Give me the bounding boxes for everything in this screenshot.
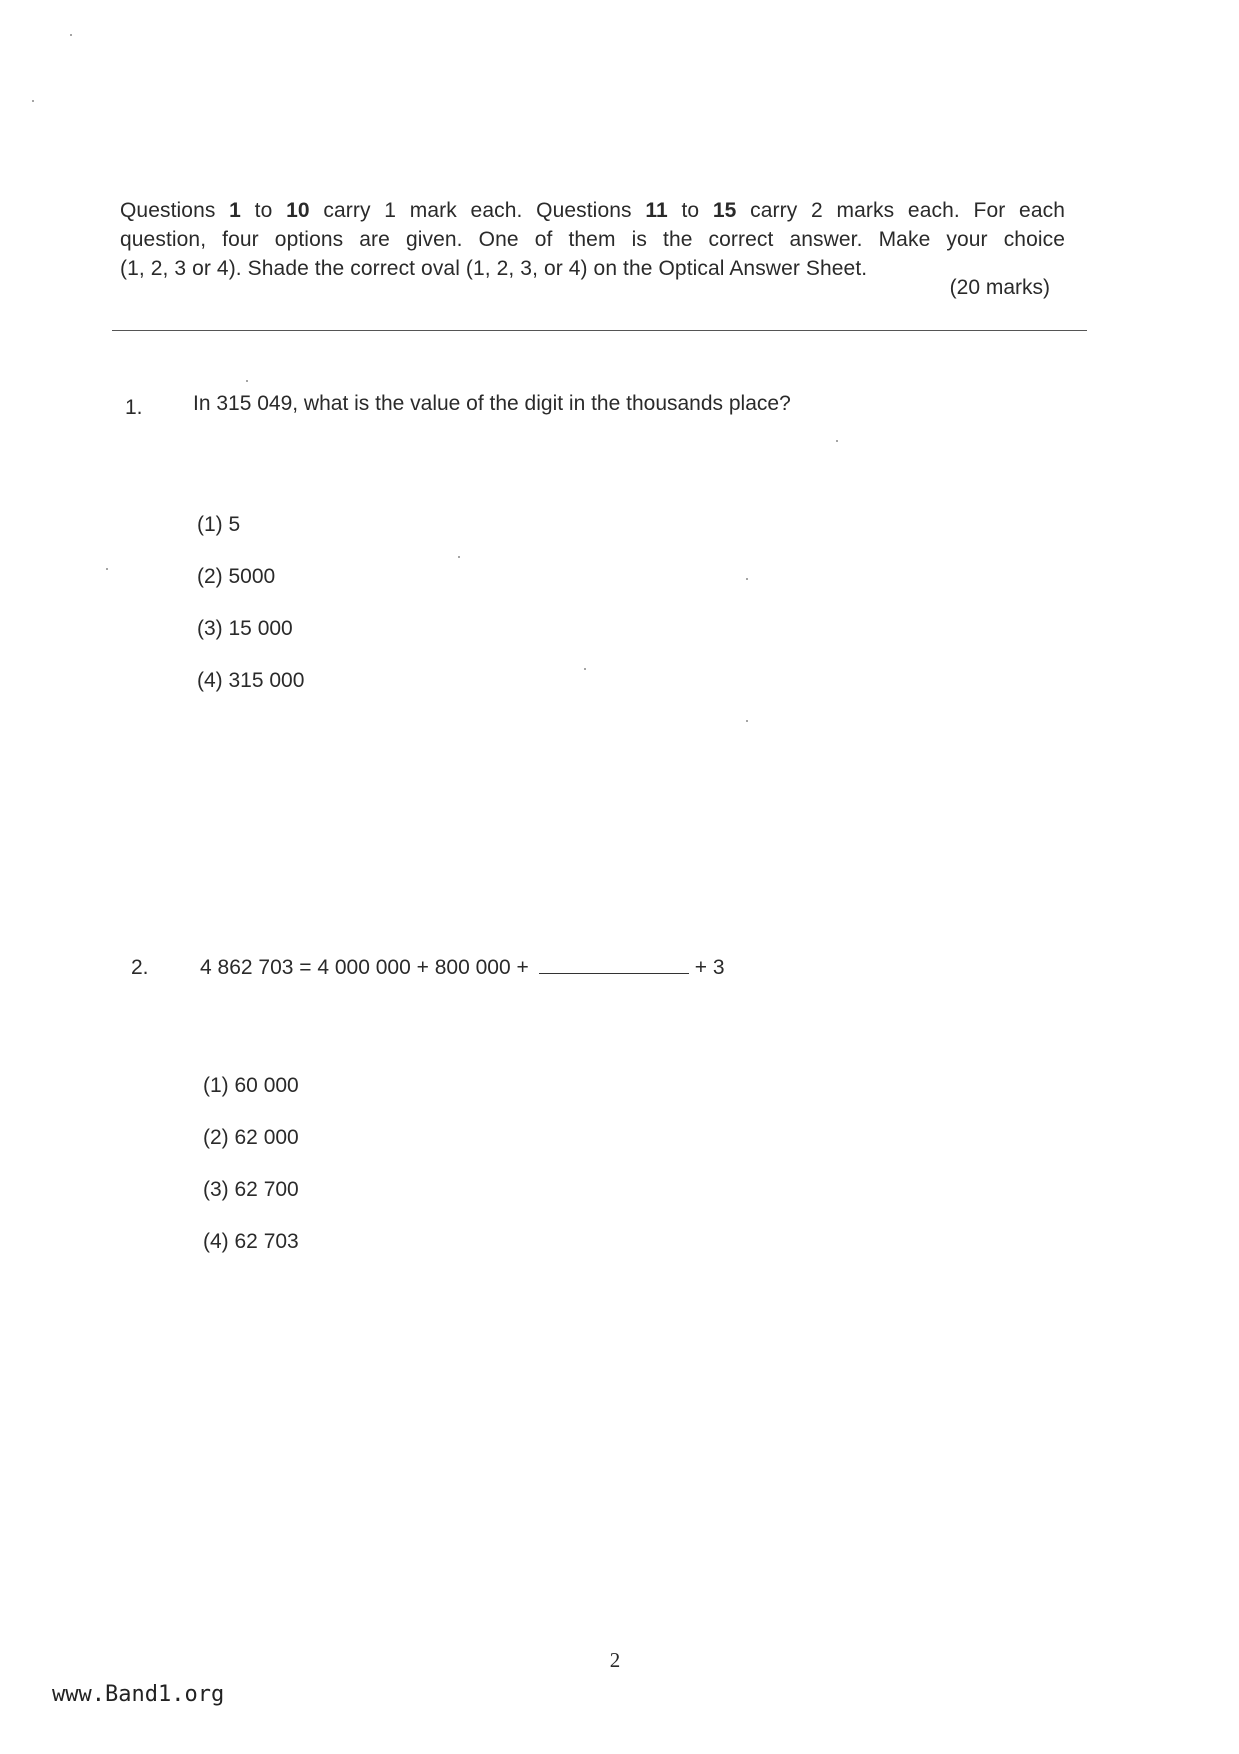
question-2-equation bbox=[200, 953, 725, 980]
scan-speck bbox=[246, 380, 248, 382]
scan-speck bbox=[70, 34, 72, 36]
total-marks: (20 marks) bbox=[949, 276, 1050, 299]
instructions-bold-number: 11 bbox=[645, 199, 668, 222]
question-1-number: 1. bbox=[125, 396, 143, 419]
question-1-option-1: (1) 5 bbox=[197, 513, 241, 536]
scan-speck bbox=[746, 720, 748, 722]
instructions-line-3: (1, 2, 3 or 4). Shade the correct oval (1, 2, 3, or 4) on the Optical Answer Sheet. bbox=[120, 257, 868, 280]
instructions-bold-number: 15 bbox=[712, 199, 737, 222]
page-number: 2 bbox=[609, 1648, 621, 1672]
instructions-bold-number: 10 bbox=[286, 199, 310, 222]
instructions-line-2: question, four options are given. One of them is the correct answer. Make your choice bbox=[120, 228, 1065, 251]
scan-speck bbox=[32, 100, 34, 102]
question-2-text-before: 4 862 703 = 4 000 000 + 800 000 + bbox=[200, 956, 529, 979]
scan-speck bbox=[584, 668, 586, 670]
question-2-number: 2. bbox=[131, 956, 149, 979]
instructions-text: carry 2 marks each. For each bbox=[736, 199, 1065, 222]
question-2-options bbox=[203, 1073, 299, 1281]
instructions-text: Questions bbox=[120, 199, 230, 222]
scan-speck bbox=[746, 578, 748, 580]
scan-speck bbox=[836, 440, 838, 442]
question-1-text: In 315 049, what is the value of the digit in the thousands place? bbox=[193, 392, 791, 415]
scan-speck bbox=[106, 568, 108, 570]
instructions-bold-number: 1 bbox=[229, 199, 241, 222]
instructions-text: to bbox=[240, 199, 287, 222]
question-1-options bbox=[197, 512, 304, 720]
question-2-text-after: + 3 bbox=[694, 956, 725, 979]
question-2-option-4: (4) 62 703 bbox=[203, 1230, 299, 1253]
question-1-option-3: (3) 15 000 bbox=[197, 617, 293, 640]
question-2-option-3: (3) 62 700 bbox=[203, 1178, 299, 1201]
question-1-option-4: (4) 315 000 bbox=[197, 669, 305, 692]
instructions-block bbox=[120, 196, 1065, 283]
instructions-line-1 bbox=[120, 196, 1065, 225]
scan-speck bbox=[458, 556, 460, 558]
instructions-text: carry 1 mark each. Questions bbox=[309, 199, 646, 222]
section-divider bbox=[112, 330, 1087, 331]
question-2-option-1: (1) 60 000 bbox=[203, 1074, 299, 1097]
question-2-option-2: (2) 62 000 bbox=[203, 1126, 299, 1149]
answer-blank-line bbox=[539, 953, 689, 974]
question-1-option-2: (2) 5000 bbox=[197, 565, 276, 588]
instructions-text: to bbox=[667, 199, 713, 222]
watermark-url: www.Band1.org bbox=[52, 1682, 225, 1707]
